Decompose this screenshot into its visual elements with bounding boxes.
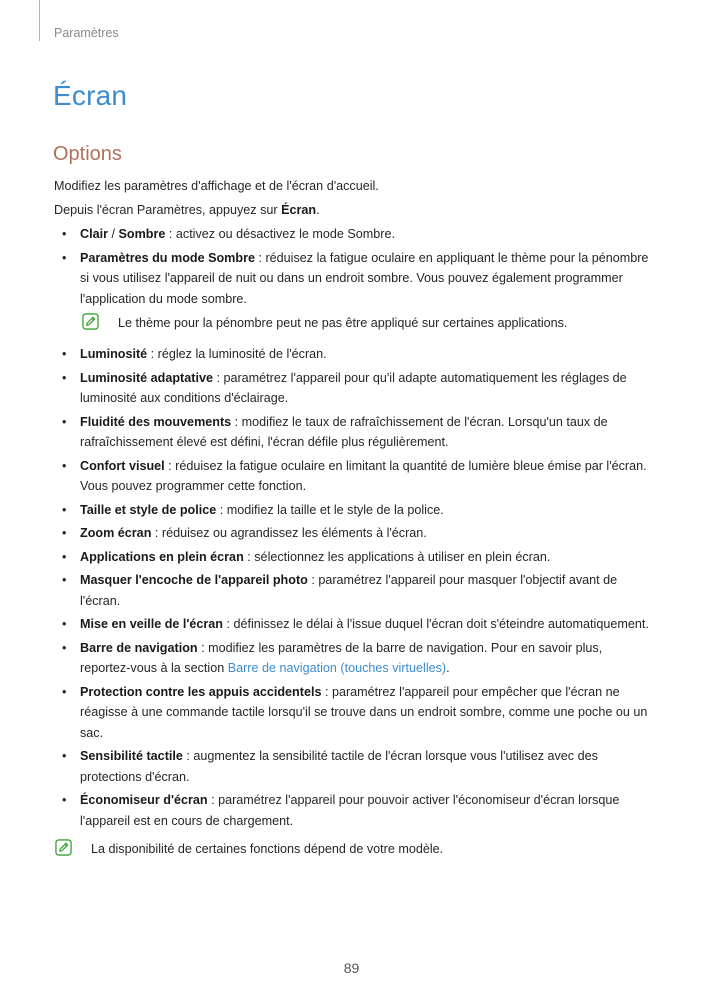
list-item-camera-cutout bbox=[54, 570, 654, 611]
navigation-bar-link[interactable]: Barre de navigation (touches virtuelles) bbox=[227, 661, 447, 675]
item-desc: : réduisez la fatigue oculaire en limitant la quantité de lumière bleue émise par l'écran. Vous pouvez programmer cette fonction. bbox=[80, 458, 647, 493]
list-item-screen-saver bbox=[54, 790, 654, 831]
path-prefix: Depuis l'écran Paramètres, appuyez sur bbox=[54, 202, 282, 217]
item-desc: : réduisez ou agrandissez les éléments à l'écran. bbox=[151, 526, 427, 540]
page-title: Écran bbox=[53, 80, 128, 111]
list-item-screen-zoom bbox=[54, 523, 654, 544]
item-term: Protection contre les appuis accidentels bbox=[80, 684, 322, 699]
list-item-touch-sensitivity bbox=[54, 746, 654, 787]
section-title: Options bbox=[53, 143, 122, 165]
options-list-continued bbox=[54, 344, 654, 831]
item-term: Masquer l'encoche de l'appareil photo bbox=[80, 573, 308, 587]
running-header: Paramètres bbox=[54, 26, 119, 40]
list-item-brightness bbox=[54, 344, 654, 365]
item-desc: : sélectionnez les applications à utiliser en plein écran. bbox=[243, 549, 551, 564]
list-item-clair-sombre bbox=[54, 224, 654, 245]
item-separator: / bbox=[108, 227, 119, 241]
item-term: Luminosité adaptative bbox=[80, 370, 213, 385]
list-item-dark-mode-settings bbox=[54, 248, 654, 310]
item-desc: : paramétrez l'appareil pour masquer l'objectif avant de l'écran. bbox=[80, 573, 618, 608]
item-desc: : augmentez la sensibilité tactile de l'écran lorsque vous l'utilisez avec des protections d'écran. bbox=[80, 749, 598, 784]
path-target: Écran bbox=[281, 202, 317, 217]
item-desc: : modifiez les paramètres de la barre de navigation. Pour en savoir plus, reportez-vous à la section bbox=[80, 640, 603, 675]
list-item-font-size-style bbox=[54, 500, 654, 521]
note-availability bbox=[54, 839, 654, 861]
item-term: Taille et style de police bbox=[80, 502, 217, 517]
content bbox=[54, 176, 654, 870]
note-text: Le thème pour la pénombre peut ne pas être appliqué sur certaines applications. bbox=[118, 316, 568, 330]
item-desc: : modifiez le taux de rafraîchissement de l'écran. Lorsqu'un taux de rafraîchissement élevé est défini, l'écran défile plus régulièrement. bbox=[80, 414, 608, 449]
item-desc: : définissez le délai à l'issue duquel l'écran doit s'éteindre automatiquement. bbox=[223, 617, 649, 631]
item-term: Barre de navigation bbox=[80, 640, 198, 655]
list-item-navigation-bar bbox=[54, 638, 654, 679]
item-term: Luminosité bbox=[80, 347, 148, 361]
item-term: Paramètres du mode Sombre bbox=[80, 250, 255, 265]
note-pencil-icon bbox=[55, 839, 72, 856]
intro-text: Modifiez les paramètres d'affichage et de l'écran d'accueil. bbox=[54, 179, 379, 193]
item-term: Économiseur d'écran bbox=[80, 793, 208, 807]
list-item-adaptive-brightness bbox=[54, 368, 654, 409]
list-item-full-screen-apps bbox=[54, 547, 654, 568]
margin-rule bbox=[39, 0, 40, 41]
navigation-path bbox=[54, 200, 654, 221]
item-term: Confort visuel bbox=[80, 458, 165, 473]
item-term: Clair bbox=[80, 227, 108, 241]
item-term: Fluidité des mouvements bbox=[80, 414, 232, 429]
list-item-accidental-touch bbox=[54, 682, 654, 744]
item-desc: : paramétrez l'appareil pour qu'il adapte automatiquement les réglages de luminosité aux conditions d'éclairage. bbox=[80, 370, 627, 405]
list-item-motion-smoothness bbox=[54, 412, 654, 453]
item-desc: : modifiez la taille et le style de la police. bbox=[216, 502, 444, 517]
page-number: 89 bbox=[343, 960, 360, 976]
item-desc: : paramétrez l'appareil pour empêcher que l'écran ne réagisse à une commande tactile lorsqu'il se trouve dans un endroit sombre, comme une poche ou un sac. bbox=[80, 684, 648, 740]
item-term: Sombre bbox=[118, 227, 166, 241]
note-dark-mode bbox=[54, 313, 654, 335]
item-term: Sensibilité tactile bbox=[80, 749, 183, 763]
note-text: La disponibilité de certaines fonctions dépend de votre modèle. bbox=[91, 842, 444, 856]
note-pencil-icon bbox=[82, 313, 99, 330]
item-term: Zoom écran bbox=[80, 526, 152, 540]
item-desc: : paramétrez l'appareil pour pouvoir activer l'économiseur d'écran lorsque l'appareil est en cours de chargement. bbox=[80, 793, 620, 828]
list-item-eye-comfort bbox=[54, 456, 654, 497]
item-term: Applications en plein écran bbox=[80, 549, 244, 564]
item-term: Mise en veille de l'écran bbox=[80, 617, 223, 631]
item-desc: : réglez la luminosité de l'écran. bbox=[147, 347, 327, 361]
path-suffix: . bbox=[316, 202, 320, 217]
options-list bbox=[54, 224, 654, 309]
list-item-screen-timeout bbox=[54, 614, 654, 635]
item-desc-end: . bbox=[446, 661, 450, 675]
item-desc: : réduisez la fatigue oculaire en appliquant le thème pour la pénombre si vous utilisez l'appareil de nuit ou dans un endroit sombre. Vous pouvez également programmer l'application du mode sombre. bbox=[80, 250, 649, 306]
item-desc: : activez ou désactivez le mode Sombre. bbox=[165, 227, 395, 241]
